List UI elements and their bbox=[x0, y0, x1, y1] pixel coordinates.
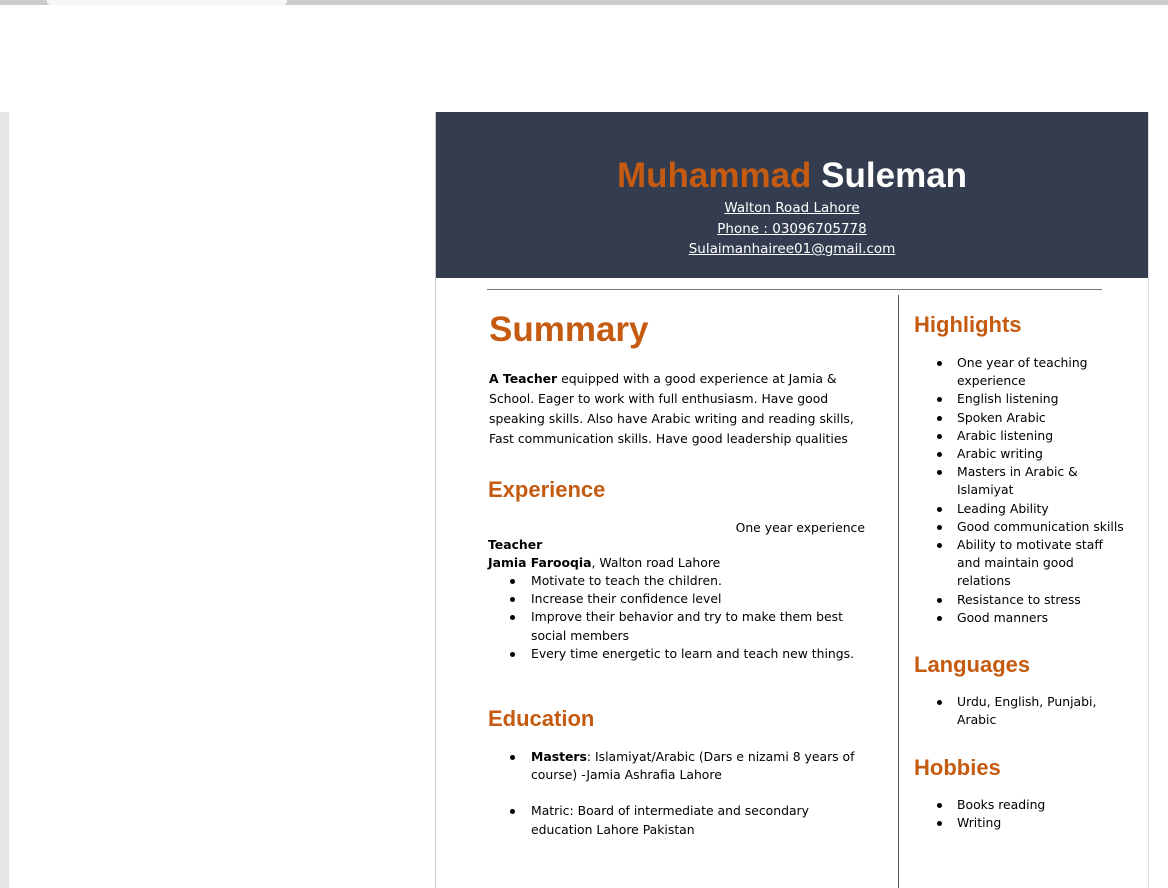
scrollbar[interactable] bbox=[1148, 112, 1168, 888]
summary-heading: Summary bbox=[489, 310, 649, 349]
phone-link[interactable]: Phone : 03096705778 bbox=[717, 220, 867, 237]
education-heading: Education bbox=[488, 706, 595, 731]
list-item: Every time energetic to learn and teach new things. bbox=[488, 645, 868, 663]
resume-page bbox=[435, 112, 1148, 888]
divider bbox=[487, 289, 1102, 290]
highlights-heading: Highlights bbox=[914, 312, 1022, 337]
browser-tab[interactable] bbox=[47, 0, 287, 5]
list-item: Writing bbox=[935, 814, 1135, 832]
list-item: Spoken Arabic bbox=[935, 409, 1145, 427]
list-item: Arabic writing bbox=[935, 445, 1145, 463]
experience-heading: Experience bbox=[488, 477, 606, 502]
highlights-list bbox=[935, 354, 1145, 627]
address-link[interactable]: Walton Road Lahore bbox=[724, 200, 860, 216]
list-item: Urdu, English, Punjabi, Arabic bbox=[935, 693, 1115, 729]
list-item: English listening bbox=[935, 390, 1145, 408]
education-list bbox=[488, 748, 868, 839]
duties-list bbox=[488, 572, 868, 663]
hobbies-heading: Hobbies bbox=[914, 755, 1001, 780]
list-item: Masters: Islamiyat/Arabic (Dars e nizami 8 years of course) -Jamia Ashrafia Lahore bbox=[488, 748, 868, 784]
list-item: Improve their behavior and try to make them best social members bbox=[488, 608, 868, 644]
list-item: Arabic listening bbox=[935, 427, 1145, 445]
experience-role: Teacher bbox=[488, 537, 543, 552]
list-item: Books reading bbox=[935, 796, 1135, 814]
list-item: Good communication skills bbox=[935, 518, 1145, 536]
list-item: Motivate to teach the children. bbox=[488, 572, 868, 590]
list-item: Masters in Arabic & Islamiyat bbox=[935, 463, 1085, 499]
list-item: Good manners bbox=[935, 609, 1145, 627]
summary-text: A Teacher equipped with a good experience at Jamia & School. Eager to work with full enthusiasm. Have good speaking skills. Also have Arabic writing and reading skills, Fast communication skills. Have good leadership qualities bbox=[489, 371, 854, 446]
list-item: Increase their confidence level bbox=[488, 590, 868, 608]
languages-list bbox=[935, 693, 1115, 729]
email-link[interactable]: Sulaimanhairee01@gmail.com bbox=[688, 241, 896, 257]
languages-heading: Languages bbox=[914, 652, 1031, 677]
list-item: One year of teaching experience bbox=[935, 354, 1145, 390]
hobbies-list bbox=[935, 796, 1135, 832]
resume-header bbox=[436, 112, 1148, 278]
column-divider bbox=[898, 295, 899, 888]
candidate-name: Muhammad Suleman bbox=[616, 156, 968, 195]
left-panel-edge bbox=[0, 112, 9, 888]
experience-duration: One year experience bbox=[735, 520, 865, 535]
list-item: Matric: Board of intermediate and secondary education Lahore Pakistan bbox=[488, 802, 868, 838]
list-item: Resistance to stress bbox=[935, 591, 1145, 609]
list-item: Leading Ability bbox=[935, 500, 1145, 518]
list-item: Ability to motivate staff and maintain good relations bbox=[935, 536, 1125, 591]
experience-employer: Jamia Farooqia, Walton road Lahore bbox=[488, 555, 721, 570]
